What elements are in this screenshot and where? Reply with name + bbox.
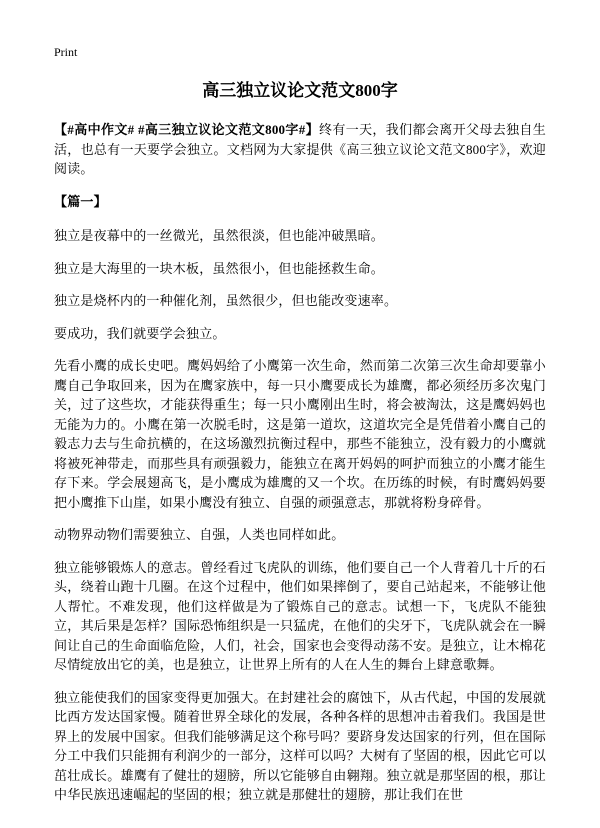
intro-paragraph [54,120,546,179]
paragraph-8: 独立能使我们的国家变得更加强大。在封建社会的腐蚀下，从古代起，中国的发展就比西方发达国家慢。随着世界全球化的发展，各种各样的思想冲击着我们。我国是世界上的发展中国家。但我们能够满足这个称号吗？要跻身发达国家的行列，但在国际分工中我们只能拥有利润少的一部分，这样可以吗？大树有了坚固的根，因此它可以茁壮成长。雄鹰有了健壮的翅膀，所以它能够自由翱翔。独立就是那坚固的根，那让中华民族迅速崛起的坚固的根；独立就是那健壮的翅膀，那让我们在世 [54,689,546,802]
paragraph-7: 独立能够锻炼人的意志。曾经看过飞虎队的训练，他们要自己一个人背着几十斤的石头，绕着山跑十几圈。在这个过程中，他们如果摔倒了，要自己站起来，不能够让他人帮忙。不难发现，他们这样做是为了锻炼自己的意志。试想一下，飞虎队不能独立，其后果是怎样？国际恐怖组织是一只猛虎，在他们的尖牙下，飞虎队就会在一瞬间让自己的生命面临危险，人们，社会，国家也会变得动荡不安。是独立，让木棉花尽情绽放出它的美，也是独立，让世界上所有的人在人生的舞台上肆意歌舞。 [54,559,546,672]
print-link[interactable]: Print [54,45,78,59]
intro-text: 终有一天，我们都会离开父母去独自生活，也总有一天要学会独立。文档网为大家提供《高三独立议论文范文800字》，欢迎阅读。 [54,122,546,176]
paragraph-5: 先看小鹰的成长史吧。鹰妈妈给了小鹰第一次生命，然而第二次第三次生命却要靠小鹰自己争取回来，因为在鹰家族中，每一只小鹰要成长为雄鹰，都必须经历多次鬼门关，过了这些坎，才能获得重生；每一只小鹰刚出生时，将会被淘汰，这是鹰妈妈也无能为力的。小鹰在第一次脱毛时，这是第一道坎，这道坎完全是凭借着小鹰自己的毅志力去与生命抗横的，在这场激烈抗衡过程中，那些不能独立，没有毅力的小鹰就将被死神带走，而那些具有顽强毅力，能独立在离开妈妈的呵护而独立的小鹰才能生存下来。学会展翅高飞，是小鹰成为雄鹰的又一个坎。在历练的时候，有时鹰妈妈要把小鹰推下山崖，如果小鹰没有独立、自强的顽强意志，那就将粉身碎骨。 [54,358,546,510]
section-heading: 【篇一】 [54,193,107,209]
paragraph-1: 独立是夜幕中的一丝微光，虽然很淡，但也能冲破黑暗。 [54,228,385,243]
paragraph-3: 独立是烧杯内的一种催化剂，虽然很少，但也能改变速率。 [54,293,398,308]
paragraph-2: 独立是大海里的一块木板，虽然很小，但也能拯救生命。 [54,260,385,276]
page-title: 高三独立议论文范文800字 [202,81,398,100]
paragraph-6: 动物界动物们需要独立、自强，人类也同样如此。 [54,527,345,542]
paragraph-4: 要成功，我们就要学会独立。 [54,325,226,341]
intro-hashtags: 【#高中作文# #高三独立议论文范文800字#】 [54,122,319,137]
